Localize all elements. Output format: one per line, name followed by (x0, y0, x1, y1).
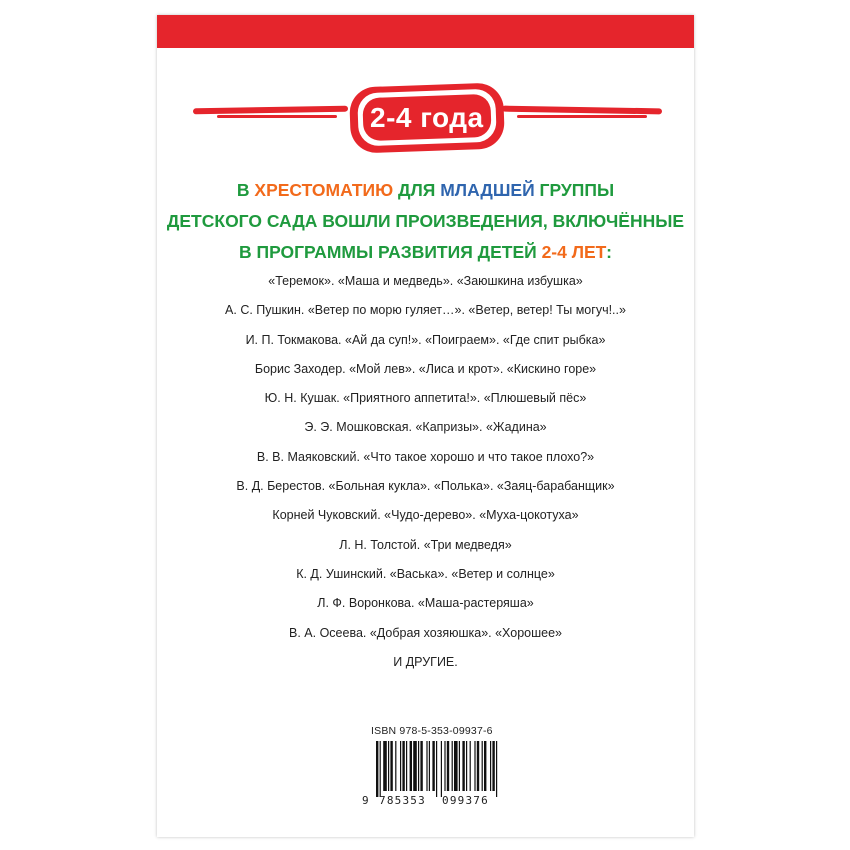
barcode-bars (362, 741, 506, 797)
brush-stroke-left (193, 106, 348, 115)
isbn-label: ISBN 978-5-353-09937-6 (371, 725, 493, 737)
barcode-bar (426, 741, 427, 791)
headline-word: ДЛЯ (393, 180, 441, 200)
barcode-bar (400, 741, 401, 791)
barcode-bar (413, 741, 417, 791)
book-back-cover (157, 15, 694, 837)
barcode-bar (454, 741, 458, 791)
age-badge (349, 82, 505, 153)
age-label: 2-4 года (370, 101, 484, 133)
barcode-bar (406, 741, 407, 791)
barcode-bar (410, 741, 412, 791)
barcode-bar (441, 741, 442, 797)
headline-line-2: ДЕТСКОГО САДА ВОШЛИ ПРОИЗВЕДЕНИЯ, ВКЛЮЧЁННЫЕ (166, 211, 685, 231)
top-red-band (157, 15, 694, 48)
work-item: В. А. Осеева. «Добрая хозяюшка». «Хорошее» (289, 625, 562, 640)
brush-stroke-right (502, 106, 662, 115)
work-item: «Теремок». «Маша и медведь». «Заюшкина избушка» (268, 274, 583, 288)
work-item: Л. Ф. Воронкова. «Маша-растеряша» (317, 596, 534, 611)
barcode-bar (380, 741, 381, 797)
brush-stroke-right-thin (517, 115, 647, 118)
barcode-bar (492, 741, 494, 791)
barcode-bar (490, 741, 491, 791)
work-item: Ю. Н. Кушак. «Приятного аппетита!». «Плюшевый пёс» (264, 391, 587, 406)
barcode-bar (470, 741, 471, 791)
headline-line-1 (157, 175, 694, 206)
barcode-left-digits: 785353 (379, 794, 426, 807)
barcode-bar (418, 741, 419, 791)
work-item: И. П. Токмакова. «Ай да суп!». «Поиграем». «Где спит рыбка» (245, 332, 606, 347)
works-list (157, 267, 694, 677)
barcode-bar (383, 741, 387, 791)
headline-word: ГРУППЫ (534, 180, 615, 200)
brush-stroke-left-thin (217, 115, 337, 118)
work-item: Борис Заходер. «Мой лев». «Лиса и крот». «Кискино горе» (254, 361, 597, 376)
headline-word-highlight: ХРЕСТОМАТИЮ (254, 180, 394, 200)
barcode-bar (420, 741, 422, 791)
work-item: В. Д. Берестов. «Больная кукла». «Полька». «Заяц-барабанщик» (236, 479, 615, 494)
isbn-barcode (362, 741, 506, 811)
barcode-bar (432, 741, 434, 791)
barcode-bar (466, 741, 467, 791)
barcode-bar (474, 741, 475, 791)
work-item: А. С. Пушкин. «Ветер по морю гуляет…». «Ветер, ветер! Ты могуч!..» (225, 303, 626, 318)
barcode-bar (390, 741, 392, 791)
work-item: К. Д. Ушинский. «Васька». «Ветер и солнце» (296, 566, 555, 581)
headline-suffix: : (606, 242, 612, 262)
work-item-others: И ДРУГИЕ. (393, 654, 458, 669)
barcode-bar (388, 741, 389, 791)
work-item: Корней Чуковский. «Чудо-дерево». «Муха-цокотуха» (272, 508, 579, 523)
barcode-bar (402, 741, 404, 791)
barcode-bar (482, 741, 483, 791)
barcode-bar (444, 741, 445, 791)
headline (157, 175, 694, 268)
barcode-bar (376, 741, 378, 797)
barcode-bar (395, 741, 396, 791)
barcode-bar (452, 741, 453, 791)
barcode-bar (436, 741, 437, 797)
barcode-bar (459, 741, 460, 791)
barcode-bar (429, 741, 430, 791)
barcode-bar (477, 741, 479, 791)
barcode-bar (462, 741, 464, 791)
work-item: Л. Н. Толстой. «Три медведя» (339, 537, 512, 552)
headline-prefix: В ПРОГРАММЫ РАЗВИТИЯ ДЕТЕЙ (239, 242, 542, 262)
headline-word: В (236, 180, 255, 200)
work-item: Э. Э. Мошковская. «Капризы». «Жадина» (304, 420, 547, 435)
headline-age: 2-4 ЛЕТ (541, 242, 607, 262)
barcode-bar (496, 741, 497, 797)
headline-word-highlight: МЛАДШЕЙ (440, 180, 535, 200)
barcode-bar (447, 741, 449, 791)
headline-line-3 (157, 237, 694, 268)
work-item: В. В. Маяковский. «Что такое хорошо и что такое плохо?» (256, 449, 595, 464)
barcode-bar (484, 741, 486, 791)
barcode-right-digits: 099376 (442, 794, 489, 807)
barcode-lead-digit: 9 (362, 794, 369, 807)
